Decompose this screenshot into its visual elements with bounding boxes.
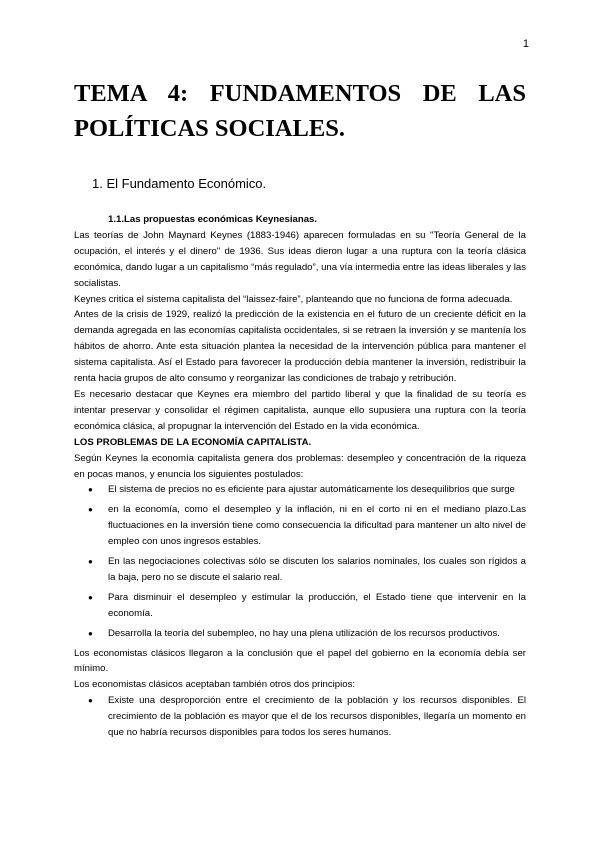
bullet-icon: ● xyxy=(88,485,93,495)
paragraph-laissez-faire: Keynes critica el sistema capitalista del “laissez-faire”, planteando que no funciona de forma adecuada. xyxy=(74,293,513,305)
subsection-heading: 1.1.Las propuestas económicas Keynesianas. xyxy=(108,214,318,225)
bullet-icon: ● xyxy=(88,505,93,515)
bullet-icon: ● xyxy=(88,592,93,602)
bullet-icon: ● xyxy=(88,557,93,567)
page-number: 1 xyxy=(522,38,529,50)
postulates-list xyxy=(74,482,526,641)
problems-heading: LOS PROBLEMAS DE LA ECONOMÍA CAPITALISTA. xyxy=(74,436,312,448)
problems-intro: Según Keynes la economía capitalista genera dos problemas: desempleo y concentración de la riqueza en pocas manos, y enuncia los siguientes postulados: xyxy=(74,452,526,480)
list-item: ● Existe una desproporción entre el crecimiento de la población y los recursos disponibles. El crecimiento de la población es mayor que el de los recursos disponibles, llegaría un momento en que no habría recursos disponibles para todos los seres humanos. xyxy=(88,695,526,739)
document-body xyxy=(74,212,526,745)
title-line-2: POLÍTICAS SOCIALES. xyxy=(74,115,345,142)
paragraph-other-principles: Los economistas clásicos aceptaban también otros dos principios: xyxy=(74,679,356,691)
paragraph-crisis-1929: Antes de la crisis de 1929, realizó la predicción de la existencia en el futuro de un creciente déficit en la demanda agregada en las economías capitalista occidentales, si se retraen la inversión y se mantenía los hábitos de ahorro. Ante esta situación plantea la necesidad de la intervención pública para mantener el sistema capitalista. Así el Estado para favorecer la producción debía mantener la inversión, redistribuir la renta hacia grupos de alto consumo y reorganizar las condiciones de trabajo y retribución. xyxy=(74,309,526,385)
bullet-icon: ● xyxy=(88,628,93,638)
document-title xyxy=(74,76,526,146)
list-item: ● Para disminuir el desempleo y estimular la producción, el Estado tiene que intervenir en la economía. xyxy=(88,591,526,619)
list-item: ● Desarrolla la teoría del subempleo, no hay una plena utilización de los recursos productivos. xyxy=(108,626,526,642)
title-line-1: TEMA 4: FUNDAMENTOS DE LAS xyxy=(74,80,526,107)
bullet-icon: ● xyxy=(88,696,93,706)
list-item: ● El sistema de precios no es eficiente para ajustar automáticamente los desequilibrios que surge xyxy=(108,482,526,498)
paragraph-liberal-party: Es necesario destacar que Keynes era miembro del partido liberal y que la finalidad de su teoría es intentar preservar y consolidar el régimen capitalista, aunque ello supusiera una ruptura con la teoría económica clásica, al propugnar la intervención del Estado en la vida económica. xyxy=(74,388,526,432)
list-item: ● en la economía, como el desempleo y la inflación, ni en el corto ni en el mediano plazo.Las fluctuaciones en la inversión tiene como consecuencia la dificultad para mantener un alto nivel de empleo con unos ingresos estables. xyxy=(88,504,526,548)
list-item: ● En las negociaciones colectivas sólo se discuten los salarios nominales, los cuales son rígidos a la baja, pero no se discute el salario real. xyxy=(88,556,526,583)
section-heading: 1. El Fundamento Económico. xyxy=(92,176,267,191)
paragraph-keynes-theories: Las teorías de John Maynard Keynes (1883-1946) aparecen formuladas en su "Teoría General de la ocupación, el interés y el dinero" de 1936. Sus ideas dieron lugar a una ruptura con la teoría clásica económica, dando lugar a un capitalismo “más regulado”, una vía intermedia entre las ideas liberales y las socialistas. xyxy=(74,229,526,289)
principles-list xyxy=(74,693,526,741)
paragraph-classical-economists: Los economistas clásicos llegaron a la conclusión que el papel del gobierno en la economía debía ser mínimo. xyxy=(74,647,526,675)
